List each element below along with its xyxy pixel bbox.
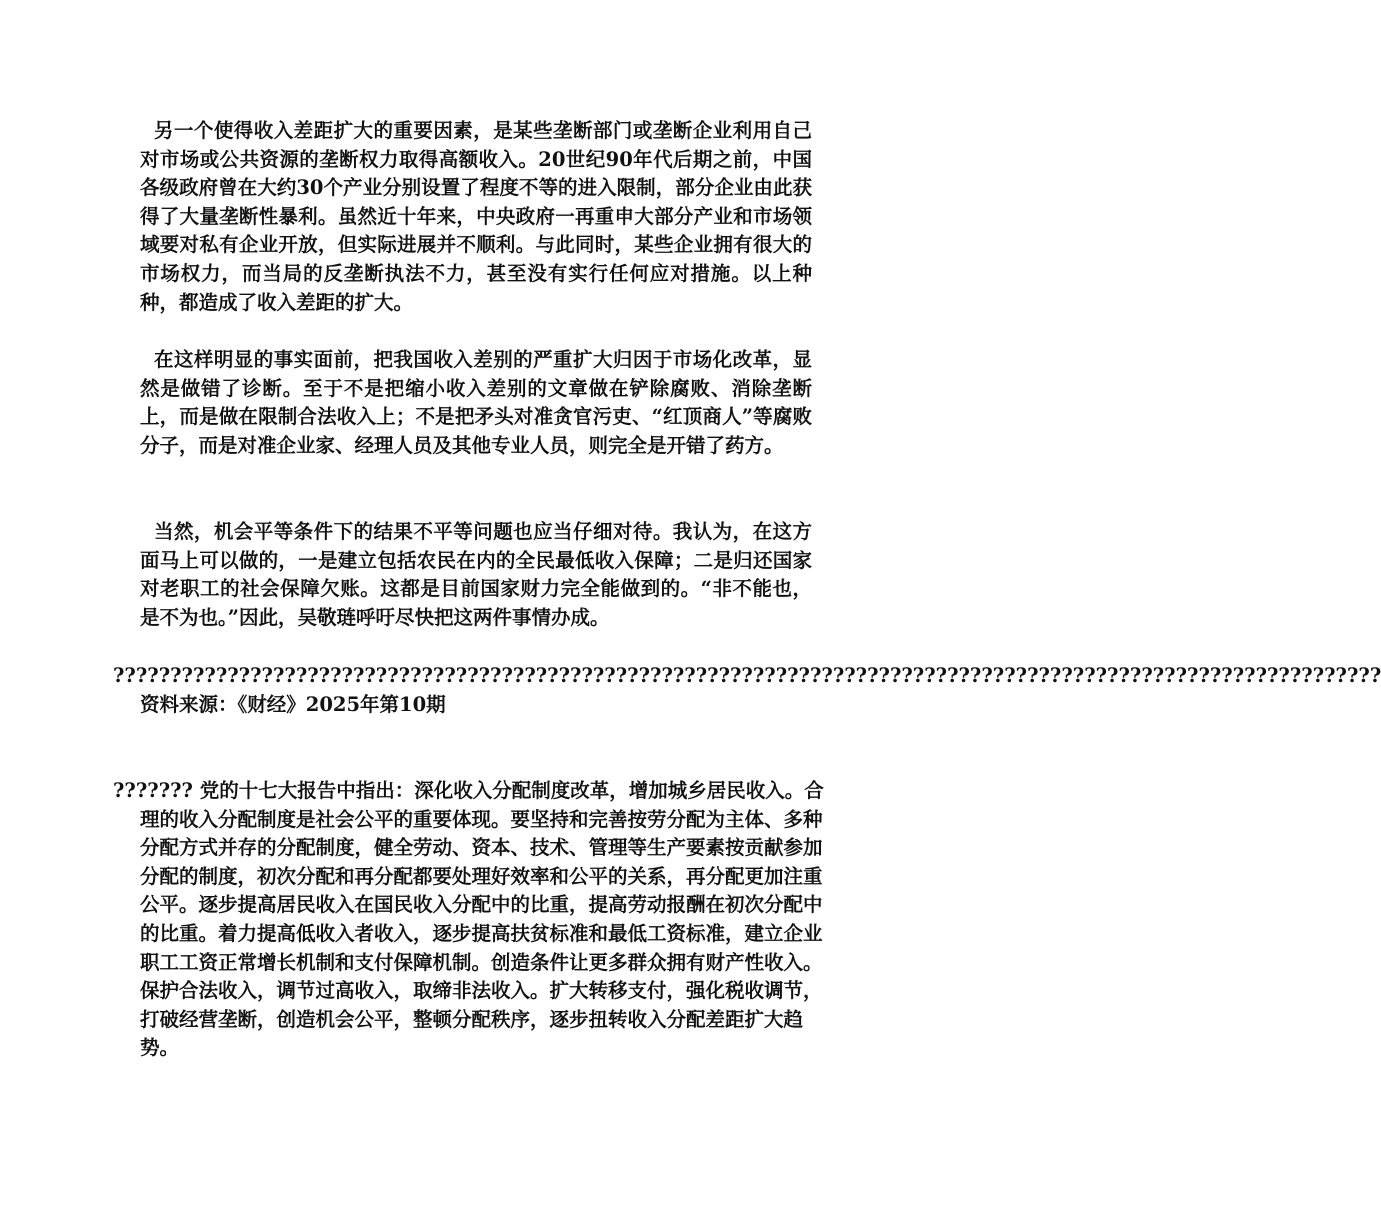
paragraph-party-report: ??????? 党的十七大报告中指出：深化收入分配制度改革，增加城乡居民收入。合理的收入分配制度是社会公平的重要体现。要坚持和完善按劳分配为主体、多种分配方式并存的分配制度，健全劳动、资本、技术、管理等生产要素按贡献参加分配的制度，初次分配和再分配都要处理好效率和公平的关系，再分配更加注重公平。逐步提高居民收入在国民收入分配中的比重，提高劳动报酬在初次分配中的比重。着力提高低收入者收入，逐步提高扶贫标准和最低工资标准，建立企业职工工资正常增长机制和支付保障机制。创造条件让更多群众拥有财产性收入。保护合法收入，调节过高收入，取缔非法收入。扩大转移支付，强化税收调节，打破经营垄断，创造机会公平，整顿分配秩序，逐步扭转收入分配差距扩大趋势。 — [113, 779, 824, 1060]
paragraph-wrong-diagnosis: 在这样明显的事实面前，把我国收入差别的严重扩大归因于市场化改革，显然是做错了诊断。至于不是把缩小收入差别的文章做在铲除腐败、消除垄断上，而是做在限制合法收入上；不是把矛头对准贪官污吏、“红顶商人”等腐败分子，而是对准企业家、经理人员及其他专业人员，则完全是开错了药方。 — [140, 348, 812, 457]
paragraph-equal-opportunity: 当然，机会平等条件下的结果不平等问题也应当仔细对待。我认为，在这方面马上可以做的，一是建立包括农民在内的全民最低收入保障；二是归还国家对老职工的社会保障欠账。这都是目前国家财力完全能做到的。“非不能也，是不为也。”因此，吴敬琏呼吁尽快把这两件事情办成。 — [140, 520, 812, 629]
paragraph-monopoly-income: 另一个使得收入差距扩大的重要因素，是某些垄断部门或垄断企业利用自己对市场或公共资源的垄断权力取得高额收入。20世纪90年代后期之前，中国各级政府曾在大约30个产业分别设置了程度不等的进入限制，部分企业由此获得了大量垄断性暴利。虽然近十年来，中央政府一再重申大部分产业和市场领域要对私有企业开放，但实际进展并不顺利。与此同时，某些企业拥有很大的市场权力，而当局的反垄断执法不力，甚至没有实行任何应对措施。以上种种，都造成了收入差距的扩大。 — [140, 119, 812, 314]
source-citation: ???????????????????????????????????????????????????????????????????????????????????????????????????????????????资料来源：《财经》2025年第10期 — [113, 664, 1381, 716]
